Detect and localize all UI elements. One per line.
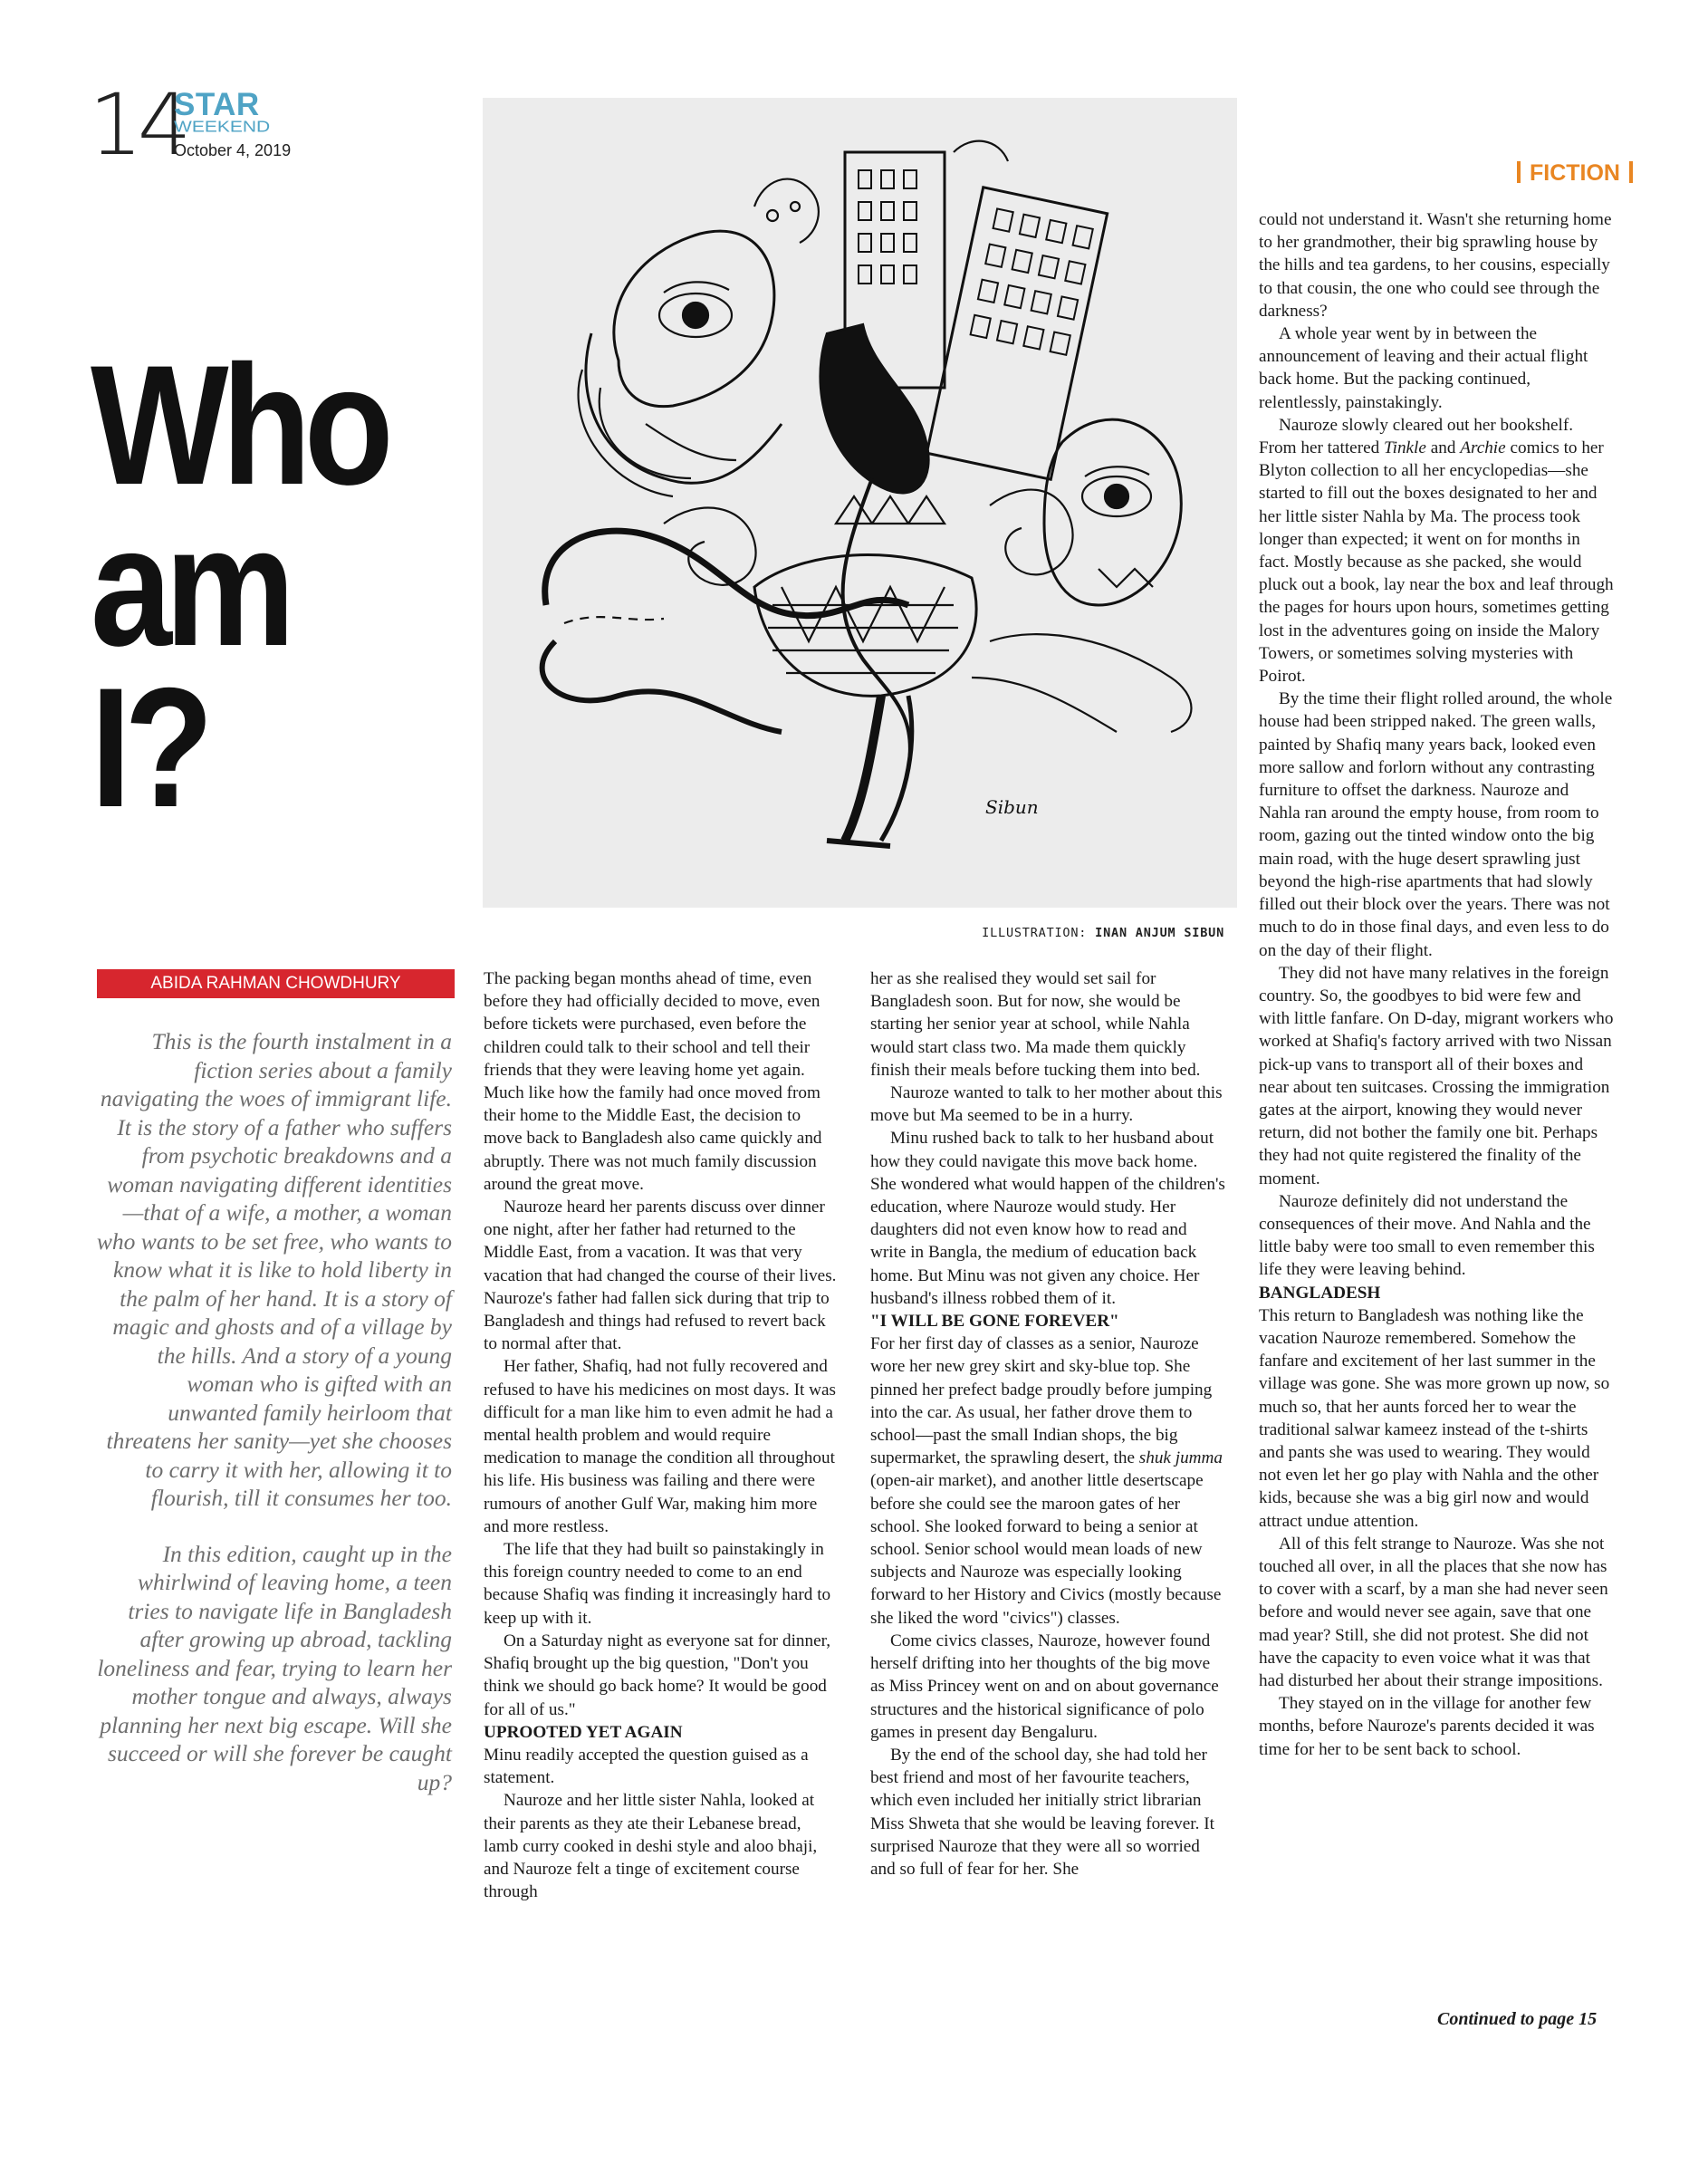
paragraph: Her father, Shafiq, had not fully recovered and refused to have his medicines on most days. It was difficult for a man like him to even admit he had a mental health problem and would require medication to manage the condition all throughout his life. His business was failing and there were rumours of another Gulf War, making him more and more restless. [484,1357,836,1536]
headline-line-2: am [91,491,289,681]
article-column-2 [870,967,1225,1881]
text-run: For her first day of classes as a senior, Nauroze wore her new grey skirt and sky-blue top. She pinned her prefect badge proudly before jumping into the car. As usual, her father drove them to school—past the small Indian shops, the big supermarket, the sprawling desert, the [870,1334,1213,1468]
paragraph: her as she realised they would set sail for Bangladesh soon. But for now, she would be starting her senior year at school, while Nahla would start class two. Ma made them quickly finish their meals before tucking them into bed. [870,969,1201,1080]
credit-name: INAN ANJUM SIBUN [1095,926,1224,940]
issue-date: October 4, 2019 [174,141,292,159]
text-run-italic: Archie [1460,438,1506,458]
paragraph [1259,414,1614,688]
page-number: 14 [89,76,187,175]
paragraph: All of this felt strange to Nauroze. Was she not touched all over, in all the places that she now has to cover with a scarf, by a man she had never seen before and would never see again, save that one mad year? Still, she did not protest. She did not have the capacity to even voice what it was that had disturbed her about their strange impositions. [1259,1534,1608,1690]
divider [1629,161,1633,183]
paragraph: The life that they had built so painstakingly in this foreign country needed to come to an end because Shafiq was finding it increasingly hard to keep up with it. [484,1540,831,1628]
intro-blurb [94,1027,452,1796]
text-run-italic: shuk jumma [1138,1448,1223,1468]
text-run: comics to her Blyton collection to all her encyclopedias—she started to fill out the boxes designated to her and her little sister Nahla by Ma. The process took longer than expected; it went on for months in fact. Mostly because as she packed, she would pluck out a book, lay near the box and leaf through the pages for hours upon hours, sometimes getting lost in the adventures going on inside the Malory Towers, or sometimes solving mysteries with Poirot. [1259,438,1614,687]
paragraph: This return to Bangladesh was nothing like the vacation Nauroze remembered. Somehow the fanfare and excitement of her last summer in the village was gone. She was more grown up now, so much so, that her aunts forced her to wear the traditional salwar kameez instead of the t-shirts and pants she was used to wearing. They would not even let her go play with Nahla and the other kids, because she was a big girl now and would attract undue attention. [1259,1305,1610,1531]
intro-paragraph: In this edition, caught up in the whirlwind of leaving home, a teen tries to navigate life in Bangladesh after growing up abroad, tackling loneliness and fear, trying to learn her mother tongue and always, always planning her next big escape. Will she succeed or will she forever be caught up? [97,1540,452,1795]
paragraph: Nauroze definitely did not understand the consequences of their move. And Nahla and the little baby were too small to even remember this life they were leaving behind. [1259,1191,1595,1280]
paragraph [870,1332,1225,1630]
paragraph: A whole year went by in between the announcement of leaving and their actual flight back home. But the packing continued, relentlessly, painstakingly. [1259,324,1588,412]
section-label [1508,161,1642,185]
subheading: "I WILL BE GONE FOREVER" [870,1312,1119,1332]
author-byline: ABIDA RAHMAN CHOWDHURY [97,969,455,998]
paragraph: By the time their flight rolled around, the whole house had been stripped naked. The green walls, painted by Shafiq many years back, looked even more sallow and forlorn without any contrasting furniture to offset the darkness. Nauroze and Nahla ran around the empty house, from room to room, gazing out the tinted window onto the big main road, with the huge desert sprawling just beyond the high-rise apartments that had slowly filled out their block over the years. There was not much to do in those final days, and even less to do on the day of their flight. [1259,689,1613,960]
paragraph: Minu readily accepted the question guised as a statement. [484,1745,809,1788]
paragraph: could not understand it. Wasn't she returning home to her grandmother, their big sprawling house by the hills and tea gardens, to her cousins, especially to that cousin, the one who could see through the darkness? [1259,210,1612,321]
text-run-italic: Tinkle [1384,438,1426,458]
text-run: and [1425,438,1461,458]
paragraph: Nauroze heard her parents discuss over dinner one night, after her father had returned to the Middle East, from a vacation. It was that very vacation that had changed the course of their lives. Nauroze's father had fallen sick during that trip to Bangladesh and things had refused to revert back to normal after that. [484,1198,837,1354]
text-run: Nauroze slowly cleared out her bookshelf. From her tattered [1259,415,1574,458]
paragraph: Come civics classes, Nauroze, however found herself drifting into her thoughts of the big move as Miss Princey went on and on about governance structures and the historical significance of polo games in present day Bengaluru. [870,1630,1219,1742]
subheading: UPROOTED YET AGAIN [484,1722,683,1742]
paragraph: Nauroze and her little sister Nahla, looked at their parents as they ate their Lebanese bread, lamb curry cooked in deshi style and aloo bhaji, and Nauroze felt a tinge of excitement course through [484,1791,818,1902]
paragraph: Minu rushed back to talk to her husband about how they could navigate this move back home. She wondered what would happen of the children's education, where Nauroze would study. Her daughters did not even know how to read and write in Bangla, the medium of education back home. But Minu was not given any choice. Her husband's illness robbed them of it. [870,1129,1225,1308]
illustration-credit [962,926,1224,940]
section-title: FICTION [1530,160,1620,186]
artist-signature: Sibun [985,796,1039,818]
paragraph: By the end of the school day, she had told her best friend and most of her favourite teachers, which even included her initially strict librarian Miss Shweta that she would be leaving forever. It surprised Nauroze that they were all so worried and so full of fear for her. She [870,1745,1214,1879]
intro-paragraph: This is the fourth instalment in a fiction series about a family navigating the woes of immigrant life. It is the story of a father who suffers from psychotic breakdowns and a woman navigating different identities—that of a wife, a mother, a woman who wants to be set free, who wants to know what it is like to hold liberty in the palm of her hand. It is a story of magic and ghosts and of a village by the hills. And a story of a young woman who is gifted with an unwanted family heirloom that threatens her sanity—yet she chooses to carry it with her, allowing it to flourish, till it consumes her too. [96,1028,452,1511]
headline-line-1: Who [91,330,387,520]
illustration [483,98,1237,908]
article-column-1 [484,967,839,1903]
divider [1517,161,1521,183]
continued-link[interactable]: Continued to page 15 [1437,2009,1598,2029]
paragraph: On a Saturday night as everyone sat for dinner, Shafiq brought up the big question, "Don't you think we should go back home? It would be good for all of us." [484,1630,831,1719]
headline [91,330,426,842]
brand-logo: STAR [174,87,260,122]
headline-line-3: I? [91,652,207,842]
paragraph: The packing began months ahead of time, even before they had officially decided to move, even before tickets were purchased, even before the children could talk to their school and tell their friends that they were leaving home yet again. Much like how the family had once moved from their home to the Middle East, the decision to move back to Bangladesh also came quickly and abruptly. There was not much family discussion around the great move. [484,969,822,1194]
article-column-3 [1259,208,1614,1761]
paragraph: They stayed on in the village for another few months, before Nauroze's parents decided it was time for her to be sent back to school. [1259,1694,1595,1759]
paragraph: Nauroze wanted to talk to her mother about this move but Ma seemed to be in a hurry. [870,1083,1223,1126]
credit-label: ILLUSTRATION: [982,926,1088,940]
subheading: BANGLADESH [1259,1283,1381,1303]
text-run: (open-air market), and another little desertscape before she could see the maroon gates of her school. She looked forward to being a senior at school. Senior school would mean loads of new subjects and Nauroze was especially looking forward to her History and Civics (mostly because she liked the word "civics") classes. [870,1471,1222,1628]
illustration-drawing [483,98,1237,908]
paragraph: They did not have many relatives in the foreign country. So, the goodbyes to bid were few and with little fanfare. On D-day, migrant workers who worked at Shafiq's factory arrived with two Nissan pick-up vans to transport all of their boxes and near about ten suitcases. Crossing the immigration gates at the airport, knowing they would never return, did not bother the family one bit. Perhaps they had not quite registered the finality of the moment. [1259,963,1614,1188]
brand-subtitle: WEEKEND [174,118,271,136]
